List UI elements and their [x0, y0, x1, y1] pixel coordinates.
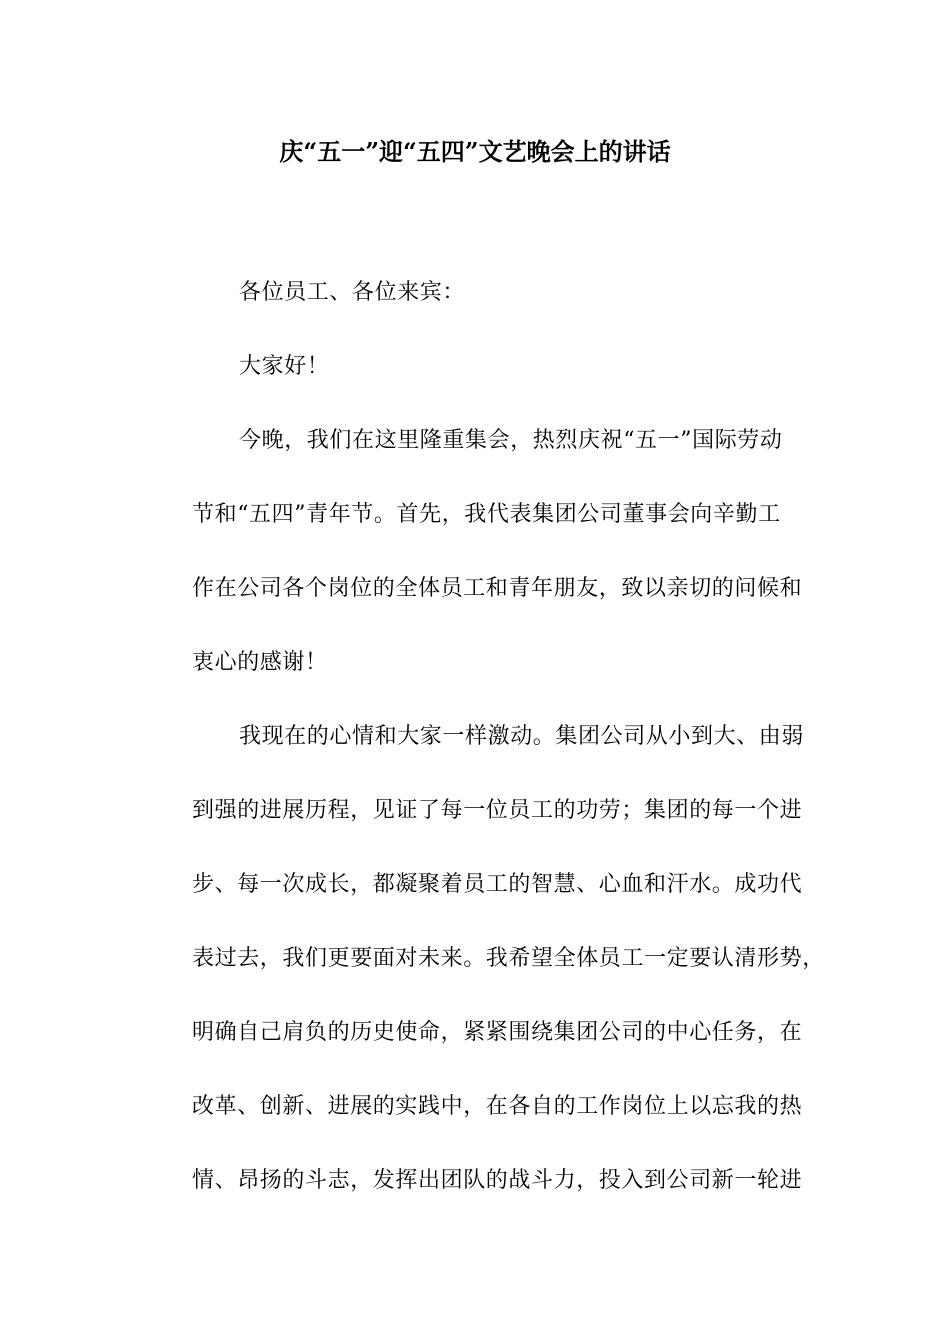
text-line: 今晚，我们在这里隆重集会，热烈庆祝“五一”国际劳动	[239, 428, 783, 453]
paragraph-main	[145, 700, 825, 1218]
text-line: 节和“五四”青年节。首先，我代表集团公司董事会向辛勤工	[192, 502, 781, 527]
text-line: 明确自己肩负的历史使命，紧紧围绕集团公司的中心任务，在	[192, 1020, 803, 1045]
paragraph-opening	[145, 404, 815, 700]
document-title: 庆“五一”迎“五四”文艺晚会上的讲话	[279, 137, 671, 166]
text-line: 情、昂扬的斗志，发挥出团队的战斗力，投入到公司新一轮进	[192, 1168, 803, 1193]
text-line: 大家好！	[239, 354, 330, 379]
text-line: 衷心的感谢！	[192, 650, 328, 675]
text-line: 作在公司各个岗位的全体员工和青年朋友，致以亲切的问候和	[192, 576, 803, 601]
document-body	[145, 256, 825, 1218]
text-line: 步、每一次成长，都凝聚着员工的智慧、心血和汗水。成功代	[192, 872, 803, 897]
text-line: 改革、创新、进展的实践中，在各自的工作岗位上以忘我的热	[192, 1094, 803, 1119]
text-line: 我现在的心情和大家一样激动。集团公司从小到大、由弱	[239, 724, 805, 749]
text-line: 到强的进展历程，见证了每一位员工的功劳；集团的每一个进	[192, 798, 803, 823]
paragraph-salutation	[145, 256, 815, 330]
text-line: 表过去，我们更要面对未来。我希望全体员工一定要认清形势，	[192, 946, 825, 971]
text-line: 各位员工、各位来宾：	[239, 280, 466, 305]
paragraph-greeting	[145, 330, 815, 404]
